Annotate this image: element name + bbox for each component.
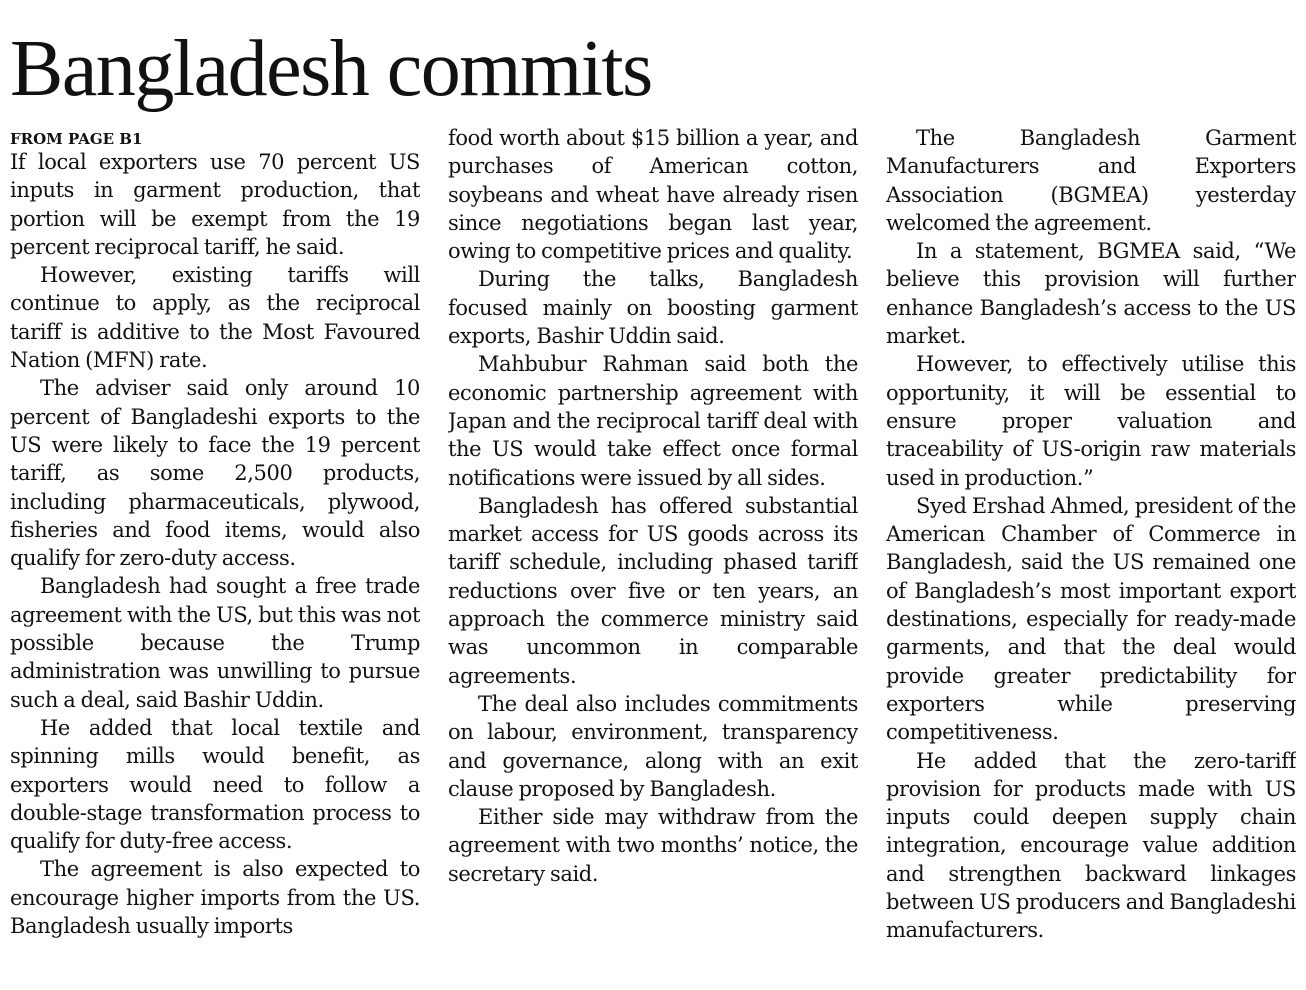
paragraph: Mahbubur Rahman said both the economic partnership agreement with Japan and the reciprocal tariff deal with the US would take effect once formal notifications were issued by all sides. [448, 352, 858, 490]
headline: Bangladesh commits [10, 25, 652, 113]
paragraph: Bangladesh had sought a free trade agreement with the US, but this was not possible because the Trump administration was unwilling to pursue such a deal, said Bashir Uddin. [10, 574, 420, 712]
paragraph: During the talks, Bangladesh focused mainly on boosting garment exports, Bashir Uddin said. [448, 267, 858, 349]
paragraph: The agreement is also expected to encourage higher imports from the US. Bangladesh usually imports [10, 857, 420, 939]
paragraph: food worth about $15 billion a year, and purchases of American cotton, soybeans and wheat have already risen since negotiations began last year, owing to competitive prices and quality. [448, 126, 858, 264]
paragraph: Either side may withdraw from the agreement with two months’ notice, the secretary said. [448, 805, 858, 886]
paragraph: The deal also includes commitments on labour, environment, transparency and governance, along with an exit clause proposed by Bangladesh. [448, 691, 858, 801]
article-column-2 [448, 124, 858, 984]
paragraph: If local exporters use 70 percent US inputs in garment production, that portion will be exempt from the 19 percent reciprocal tariff, he said. [10, 150, 420, 259]
paragraph: Bangladesh has offered substantial market access for US goods across its tariff schedule, including phased tariff reductions over five or ten years, an approach the commerce ministry said was uncommon in comparable agreements. [448, 493, 858, 688]
paragraph: The Bangladesh Garment Manufacturers and Exporters Association (BGMEA) yesterday welcomed the agreement. [886, 126, 1296, 235]
article-column-3 [886, 124, 1296, 984]
paragraph: In a statement, BGMEA said, “We believe this provision will further enhance Bangladesh’s access to the US market. [886, 239, 1296, 349]
paragraph: However, to effectively utilise this opportunity, it will be essential to ensure proper valuation and traceability of US-origin raw materials used in production.” [886, 352, 1296, 490]
jump-line: FROM PAGE B1 [10, 130, 143, 148]
paragraph: He added that local textile and spinning mills would benefit, as exporters would need to follow a double-stage transformation process to qualify for duty-free access. [10, 715, 420, 854]
article-column-1 [10, 124, 420, 984]
paragraph: Syed Ershad Ahmed, president of the American Chamber of Commerce in Bangladesh, said the US remained one of Bangladesh’s most important export destinations, especially for ready-made garments, and that the deal would provide greater predictability for exporters while preserving competitiveness. [886, 493, 1296, 745]
paragraph: The adviser said only around 10 percent of Bangladeshi exports to the US were likely to face the 19 percent tariff, as some 2,500 products, including pharmaceuticals, plywood, fisheries and food items, would also qualify for zero-duty access. [10, 376, 420, 571]
paragraph: He added that the zero-tariff provision for products made with US inputs could deepen supply chain integration, encourage value addition and strengthen backward linkages between US producers and Bangladeshi manufacturers. [886, 748, 1296, 943]
article-columns [10, 124, 1296, 984]
paragraph: However, existing tariffs will continue to apply, as the reciprocal tariff is additive to the Most Favoured Nation (MFN) rate. [10, 263, 420, 373]
